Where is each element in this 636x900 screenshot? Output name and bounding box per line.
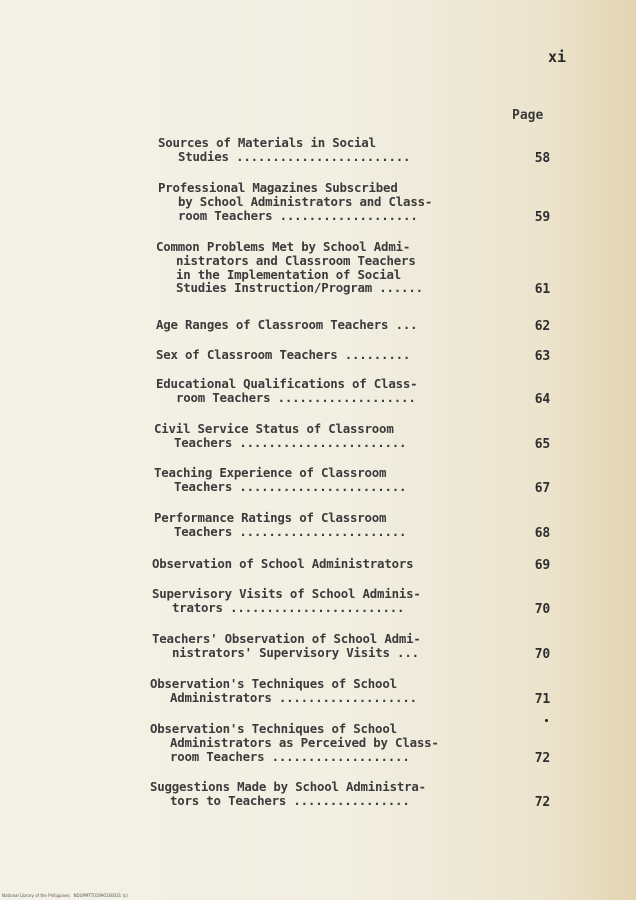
entry-line: Civil Service Status of Classroom xyxy=(154,421,394,436)
entry-line: tors to Teachers ................ xyxy=(170,792,410,808)
entry-line: Teachers ....................... xyxy=(174,434,407,450)
entry-line: Sex of Classroom Teachers ......... xyxy=(156,347,411,362)
entry-line: Administrators ................... xyxy=(170,689,417,705)
entry-line: Observation of School Administrators xyxy=(152,556,414,571)
entry-page-number: 61 xyxy=(534,282,550,298)
entry-line: nistrators' Supervisory Visits ... xyxy=(172,644,419,660)
entry-page-number: 72 xyxy=(534,794,550,810)
entry-line: Professional Magazines Subscribed xyxy=(158,180,398,195)
entry-line: Teachers ....................... xyxy=(174,478,407,494)
toc-entry xyxy=(152,632,550,660)
scan-footer: National Library of the Philippines NDUPMTT019901S0031 (c) xyxy=(2,893,128,898)
entry-line: Age Ranges of Classroom Teachers ... xyxy=(156,317,418,332)
entry-page-number: 58 xyxy=(534,150,550,166)
entry-line: room Teachers ................... xyxy=(176,389,416,405)
entry-page-number: 69 xyxy=(534,558,550,573)
toc-entry xyxy=(154,422,550,450)
entry-page-number: 59 xyxy=(534,209,550,225)
entry-line: Suggestions Made by School Administra- xyxy=(150,779,426,794)
entry-page-number: 72 xyxy=(534,750,550,766)
entry-line: Studies Instruction/Program ...... xyxy=(176,280,423,296)
toc-entry xyxy=(150,780,550,808)
entry-line: Supervisory Visits of School Adminis- xyxy=(152,586,421,601)
page-column-header: Page xyxy=(512,108,544,123)
toc-entry xyxy=(152,557,550,571)
entry-page-number: 70 xyxy=(534,646,550,662)
entry-page-number: 67 xyxy=(534,480,550,496)
entry-line: Teachers' Observation of School Admi- xyxy=(152,631,421,646)
entry-line: Teaching Experience of Classroom xyxy=(154,465,387,480)
entry-line: Common Problems Met by School Admi- xyxy=(156,239,411,254)
entry-line: in the Implementation of Social xyxy=(176,266,402,282)
entry-line: Sources of Materials in Social xyxy=(158,135,376,150)
entry-line: Teachers ....................... xyxy=(174,523,407,539)
entry-line: trators ........................ xyxy=(172,599,405,615)
entry-line: by School Administrators and Class- xyxy=(178,193,433,209)
entry-line: Observation's Techniques of School xyxy=(150,676,397,691)
toc-entry xyxy=(156,348,550,362)
toc-entry xyxy=(158,180,550,225)
roman-page-number: xi xyxy=(548,48,567,66)
toc-entry xyxy=(152,587,550,615)
entry-line: Educational Qualifications of Class- xyxy=(156,376,418,391)
toc-entry xyxy=(158,136,550,164)
entry-line: Observation's Techniques of School xyxy=(150,721,397,736)
entry-page-number: 62 xyxy=(534,319,550,334)
toc-entry xyxy=(154,466,550,494)
entry-line: Performance Ratings of Classroom xyxy=(154,510,387,525)
toc-entry xyxy=(150,721,550,766)
toc-entry xyxy=(154,511,550,539)
ink-speck xyxy=(545,719,548,722)
entry-page-number: 70 xyxy=(534,601,550,617)
entry-page-number: 68 xyxy=(534,525,550,541)
entry-page-number: 63 xyxy=(534,349,550,364)
entry-line: room Teachers ................... xyxy=(170,748,410,764)
entry-line: room Teachers ................... xyxy=(178,207,418,223)
entry-page-number: 64 xyxy=(534,391,550,407)
entry-line: nistrators and Classroom Teachers xyxy=(176,252,416,268)
entry-page-number: 71 xyxy=(534,691,550,707)
toc-entry xyxy=(156,377,550,405)
entry-line: Studies ........................ xyxy=(178,148,411,164)
toc-entry xyxy=(156,239,550,298)
entry-line: Administrators as Perceived by Class- xyxy=(170,734,439,750)
entry-page-number: 65 xyxy=(534,436,550,452)
toc-entry xyxy=(156,318,550,332)
toc-entry xyxy=(150,677,550,705)
